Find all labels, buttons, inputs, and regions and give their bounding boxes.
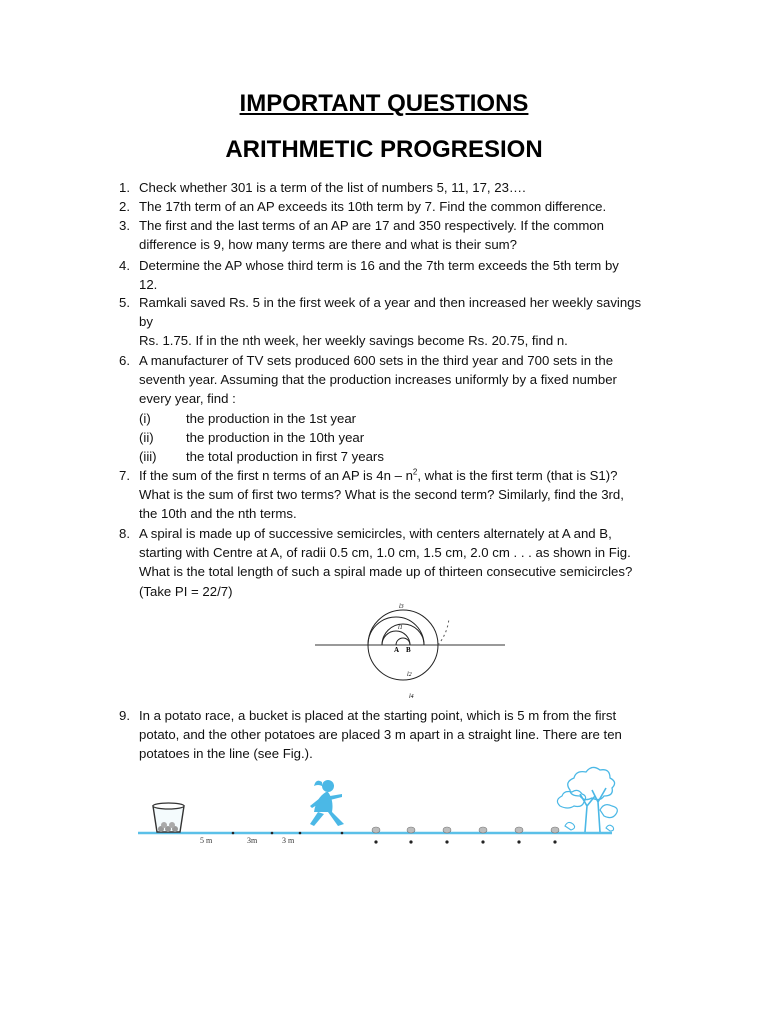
sub-question-text: the production in the 10th year [186,429,365,445]
radius-label: l3 [399,604,404,610]
question-text-line: Ramkali saved Rs. 5 in the first week of a year and then increased her weekly savings [139,295,642,310]
question-number: 5. [119,295,130,310]
position-dot [481,840,484,843]
center-label-b: B [406,646,411,654]
question-text-part: , what is the first term (that is S1)? [417,468,618,483]
spiral-semicircle [368,610,438,645]
sub-question [116,428,676,447]
spiral-figure [310,598,510,702]
question-text-line: every year, find : [139,391,236,407]
question-text-line: the 10th and the nth terms. [139,506,297,522]
question-text-line [116,466,676,485]
question-text-line: seventh year. Assuming that the production increases uniformly by a fixed number [139,372,617,388]
radius-label: l2 [407,672,412,678]
tick-mark [271,832,274,835]
position-dot [553,840,556,843]
sub-question-number: (iii) [139,449,157,465]
question-text-line: (Take PI = 22/7) [139,583,233,599]
bucket-icon [153,803,184,832]
tree-icon [557,767,617,832]
distance-label: 3m [247,836,258,845]
spiral-semicircle [396,638,410,645]
question-text-line: The first and the last terms of an AP are 17 and 350 respectively. If the common [139,218,604,233]
question-text-line: Rs. 1.75. If in the nth week, her weekly savings become Rs. 20.75, find n. [139,333,568,349]
center-label-a: A [394,646,400,654]
tick-mark [341,832,344,835]
question-text-line: difference is 9, how many terms are there and what is their sum? [139,237,517,253]
radius-label: l1 [398,625,403,631]
question-text: The 17th term of an AP exceeds its 10th term by 7. Find the common difference. [139,199,607,214]
sub-question-number: (i) [139,410,151,426]
tick-mark [232,832,235,835]
sub-question [116,447,676,466]
question-number: 8. [119,526,130,541]
question-6 [116,351,676,466]
distance-label: 3 m [282,836,295,845]
question-text-line: by [139,314,153,330]
question-text-line: What is the sum of first two terms? What is the second term? Similarly, find the 3rd, [139,487,624,503]
question-text-line: 12. [139,277,158,293]
question-9 [116,706,676,764]
question-text-part: If the sum of the first n terms of an AP is 4n – n [139,468,413,483]
sub-question [116,409,676,428]
question-8 [116,524,676,601]
spiral-semicircle [368,645,438,680]
question-text-line: In a potato race, a bucket is placed at the starting point, which is 5 m from the first [139,708,617,723]
distance-label: 5 m [200,836,213,845]
question-7 [116,466,676,524]
question-3 [116,216,676,254]
position-dot [445,840,448,843]
sub-question-text: the total production in first 7 years [186,449,384,465]
potato-icon [372,827,380,833]
question-text-line: What is the total length of such a spiral made up of thirteen consecutive semicircles? [139,564,633,580]
question-number: 4. [119,258,130,273]
radius-label: l4 [409,694,414,700]
potato-icon [443,827,451,833]
potato-race-figure [130,766,630,860]
sub-question-number: (ii) [139,429,154,445]
question-number: 1. [119,180,130,195]
sub-question-text: the production in the 1st year [186,410,357,426]
question-5 [116,293,676,351]
potato-position-dots [374,840,556,843]
potato-icon [551,827,559,833]
page-subtitle: ARITHMETIC PROGRESION [225,136,543,163]
question-number: 7. [119,468,130,483]
question-1 [116,178,676,197]
question-number: 9. [119,708,130,723]
question-text-line: A spiral is made up of successive semicircles, with centers alternately at A and B, [139,526,612,541]
question-number: 6. [119,353,130,368]
spiral-continuation [438,618,449,645]
question-text-line: potato, and the other potatoes are placed 3 m apart in a straight line. There are ten [139,727,622,743]
question-text-line: Determine the AP whose third term is 16 and the 7th term exceeds the 5th term by [139,258,619,273]
question-text-line: starting with Centre at A, of radii 0.5 cm, 1.0 cm, 1.5 cm, 2.0 cm . . . as shown in Fig. [139,545,631,561]
question-2 [116,197,676,216]
question-number: 3. [119,218,130,233]
tick-mark [299,832,302,835]
question-4 [116,256,676,294]
position-dot [517,840,520,843]
question-text-line: A manufacturer of TV sets produced 600 sets in the third year and 700 sets in the [139,353,614,368]
question-number: 2. [119,199,130,214]
potato-icon [407,827,415,833]
superscript: 2 [412,467,418,477]
runner-girl-icon [310,780,344,826]
position-dot [374,840,377,843]
page-title: IMPORTANT QUESTIONS [239,90,529,117]
question-text-line: potatoes in the line (see Fig.). [139,746,313,762]
position-dot [409,840,412,843]
question-text: Check whether 301 is a term of the list of numbers 5, 11, 17, 23…. [139,180,526,195]
potato-icon [515,827,523,833]
potato-icon [479,827,487,833]
